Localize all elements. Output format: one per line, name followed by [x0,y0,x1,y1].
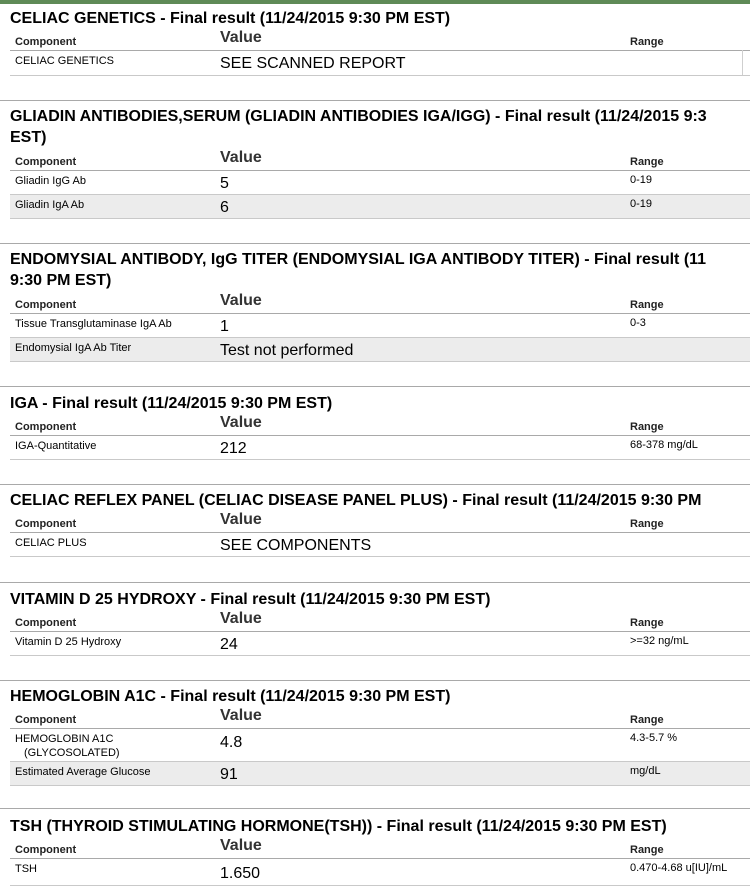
row-component: Gliadin IgA Ab [15,199,85,211]
row-component: HEMOGLOBIN A1C [15,733,114,745]
row-range: 68-378 mg/dL [630,439,698,451]
section-divider [0,808,750,809]
results-table [10,148,750,219]
row-range: 0-3 [630,317,646,329]
row-value: Test not performed [220,342,354,359]
section-celiac-genetics [0,8,750,78]
header-component: Component [15,421,77,433]
header-range: Range [630,844,664,856]
header-component: Component [15,156,77,168]
header-value: Value [220,511,262,528]
results-table [10,609,750,656]
row-value: 212 [220,440,247,457]
row-value: SEE SCANNED REPORT [220,55,406,72]
row-value: 4.8 [220,734,243,751]
row-component: Gliadin IgG Ab [15,175,86,187]
section-title: VITAMIN D 25 HYDROXY - Final result (11/24/2015 9:30 PM EST) [10,591,491,608]
results-table [10,706,750,786]
table-row [10,632,750,656]
header-range: Range [630,421,664,433]
header-range: Range [630,156,664,168]
section-iga [0,393,750,463]
table-header [10,148,750,171]
results-table [10,28,750,76]
table-header [10,413,750,436]
section-title: ENDOMYSIAL ANTIBODY, IgG TITER (ENDOMYSIAL IGA ANTIBODY TITER) - Final result (11 [10,251,707,268]
header-range: Range [630,518,664,530]
section-endomysial [0,249,750,364]
header-component: Component [15,299,77,311]
section-divider [0,582,750,583]
top-border [0,0,750,4]
row-component: Tissue Transglutaminase IgA Ab [15,318,172,330]
table-row [10,51,750,76]
table-row [10,338,750,362]
table-row [10,314,750,338]
column-divider [742,50,743,75]
row-component: IGA-Quantitative [15,440,97,452]
table-row [10,436,750,460]
section-title-cont: 9:30 PM EST) [10,272,112,289]
header-range: Range [630,617,664,629]
results-table [10,836,750,886]
section-tsh [0,816,750,886]
header-value: Value [220,292,262,309]
row-range: 0-19 [630,174,653,186]
table-header [10,291,750,314]
row-range: 4.3-5.7 % [630,732,678,744]
header-range: Range [630,299,664,311]
results-table [10,510,750,557]
table-header [10,510,750,533]
header-component: Component [15,714,77,726]
section-divider [0,386,750,387]
section-divider [0,680,750,681]
row-value: 24 [220,636,238,653]
table-header [10,609,750,632]
row-value: 6 [220,199,229,216]
row-component: TSH [15,863,37,875]
header-value: Value [220,29,262,46]
table-header [10,706,750,729]
header-component: Component [15,518,77,530]
section-title-cont: EST) [10,129,47,146]
row-component: CELIAC GENETICS [15,55,115,67]
section-vitamin-d [0,589,750,659]
row-value: 5 [220,175,229,192]
header-value: Value [220,707,262,724]
section-divider [0,243,750,244]
section-title: CELIAC REFLEX PANEL (CELIAC DISEASE PANEL PLUS) - Final result (11/24/2015 9:30 PM [10,492,702,509]
row-value: SEE COMPONENTS [220,537,372,554]
table-row [10,533,750,557]
section-title: CELIAC GENETICS - Final result (11/24/2015 9:30 PM EST) [10,10,451,27]
section-title: GLIADIN ANTIBODIES,SERUM (GLIADIN ANTIBODIES IGA/IGG) - Final result (11/24/2015 9:3 [10,108,707,125]
row-value: 91 [220,766,238,783]
row-value: 1.650 [220,865,261,882]
header-value: Value [220,610,262,627]
table-row [10,762,750,786]
header-value: Value [220,837,262,854]
row-range: >=32 ng/mL [630,635,689,647]
header-range: Range [630,714,664,726]
header-value: Value [220,414,262,431]
row-value: 1 [220,318,229,335]
section-celiac-reflex-panel [0,490,750,560]
header-range: Range [630,36,664,48]
row-range: 0-19 [630,198,653,210]
row-range: 0.470-4.68 u[IU]/mL [630,862,728,874]
row-component: Vitamin D 25 Hydroxy [15,636,122,648]
table-row [10,171,750,195]
section-title: TSH (THYROID STIMULATING HORMONE(TSH)) - Final result (11/24/2015 9:30 PM EST) [10,818,667,835]
row-component: Estimated Average Glucose [15,766,151,778]
table-header [10,28,750,51]
results-table [10,413,750,460]
section-gliadin [0,106,750,221]
table-header [10,836,750,859]
header-component: Component [15,844,77,856]
row-component: Endomysial IgA Ab Titer [15,342,132,354]
section-title: IGA - Final result (11/24/2015 9:30 PM EST) [10,395,333,412]
row-component: CELIAC PLUS [15,537,87,549]
header-component: Component [15,617,77,629]
section-divider [0,484,750,485]
section-title: HEMOGLOBIN A1C - Final result (11/24/2015 9:30 PM EST) [10,688,451,705]
row-component-cont: (GLYCOSOLATED) [24,747,120,759]
section-divider [0,100,750,101]
row-range: mg/dL [630,765,661,777]
header-component: Component [15,36,77,48]
table-row [10,729,750,762]
header-value: Value [220,149,262,166]
results-table [10,291,750,362]
table-row [10,859,750,886]
section-hemoglobin-a1c [0,686,750,786]
table-row [10,195,750,219]
